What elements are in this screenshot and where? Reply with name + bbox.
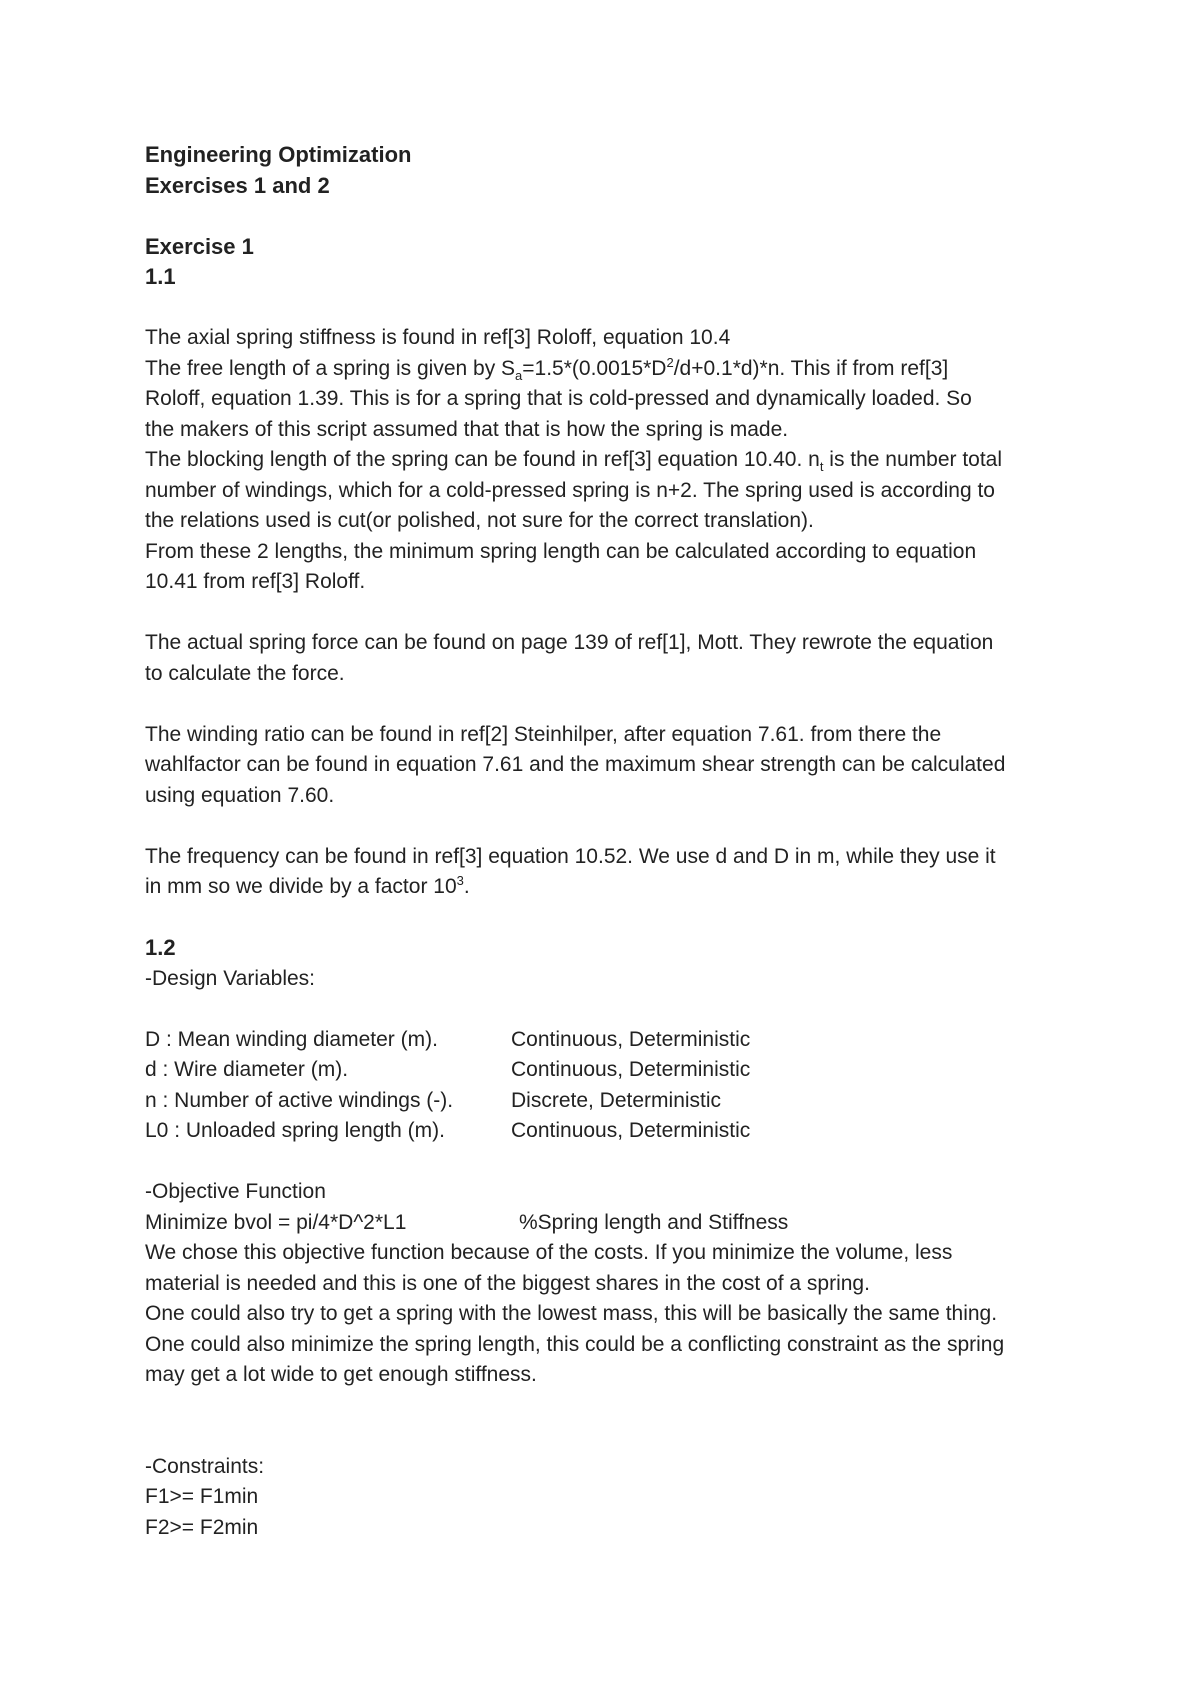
paragraph-frequency: The frequency can be found in ref[3] equation 10.52. We use d and D in m, while they use it <box>145 844 996 868</box>
objective-equation: Minimize bvol = pi/4*D^2*L1 %Spring length and Stiffness <box>145 1210 789 1234</box>
paragraph-stiffness: The axial spring stiffness is found in ref[3] Roloff, equation 10.4 <box>145 326 731 349</box>
design-variable-row: n : Number of active windings (-). Discrete, Deterministic <box>145 1088 722 1112</box>
paragraph-spring-force: The actual spring force can be found on page 139 of ref[1], Mott. They rewrote the equation <box>145 631 994 654</box>
objective-paragraph-l2: material is needed and this is one of the biggest shares in the cost of a spring. <box>145 1271 870 1295</box>
paragraph-min-length: From these 2 lengths, the minimum spring length can be calculated according to equation <box>145 539 977 563</box>
document-body <box>145 140 1085 1543</box>
objective-paragraph-l4: One could also minimize the spring length, this could be a conflicting constraint as the spring <box>145 1332 1005 1356</box>
paragraph-frequency-l2: in mm so we divide by a factor $10^3$. <box>145 873 470 898</box>
constraint-item: F2>= F2min <box>145 1515 259 1539</box>
design-variable-row: d : Wire diameter (m). Continuous, Deterministic <box>145 1058 751 1081</box>
paragraph-blocking-length: The blocking length of the spring can be found in ref[3] equation 10.40. $n_t$ is the number total <box>145 448 1003 475</box>
paragraph-winding-ratio-l3: using equation 7.60. <box>145 783 335 807</box>
paragraph-winding-ratio-l2: wahlfactor can be found in equation 7.61 and the maximum shear strength can be calculated <box>145 753 1006 776</box>
objective-paragraph-l5: may get a lot wide to get enough stiffness. <box>145 1363 537 1386</box>
paragraph-blocking-length-l3: the relations used is cut(or polished, not sure for the correct translation). <box>145 509 814 532</box>
objective-paragraph-l3: One could also try to get a spring with the lowest mass, this will be basically the same thing. <box>145 1302 998 1325</box>
constraint-item: F1>= F1min <box>145 1485 259 1508</box>
paragraph-blocking-length-l2: number of windings, which for a cold-pressed spring is n+2. The spring used is according to <box>145 478 995 502</box>
design-variable-row: D : Mean winding diameter (m). Continuous, Deterministic <box>145 1027 751 1051</box>
exercise-1-heading: Exercise 1 <box>145 233 254 259</box>
design-variables-heading: -Design Variables: <box>145 966 316 990</box>
paragraph-free-length-l3: the makers of this script assumed that that is how the spring is made. <box>145 417 789 441</box>
document-subtitle: Exercises 1 and 2 <box>145 172 330 198</box>
document-title: Engineering Optimization <box>145 142 412 167</box>
constraints-heading: -Constraints: <box>145 1454 265 1478</box>
section-1-2-heading: 1.2 <box>145 935 176 960</box>
paragraph-free-length: The free length of a spring is given by $S_a=1.5*(0.0015*D^2/d+0.1*d)*n$. This if from ref[3] <box>145 354 949 383</box>
paragraph-min-length-l2: 10.41 from ref[3] Roloff. <box>145 570 366 593</box>
paragraph-spring-force-l2: to calculate the force. <box>145 661 345 685</box>
design-variable-row: L0 : Unloaded spring length (m). Continuous, Deterministic <box>145 1119 751 1142</box>
objective-paragraph: We chose this objective function because of the costs. If you minimize the volume, less <box>145 1241 953 1264</box>
paragraph-free-length-l2: Roloff, equation 1.39. This is for a spring that is cold-pressed and dynamically loaded. So <box>145 387 972 410</box>
objective-heading: -Objective Function <box>145 1180 326 1203</box>
paragraph-winding-ratio: The winding ratio can be found in ref[2] Steinhilper, after equation 7.61. from there the <box>145 722 942 746</box>
section-1-1-heading: 1.1 <box>145 264 176 289</box>
